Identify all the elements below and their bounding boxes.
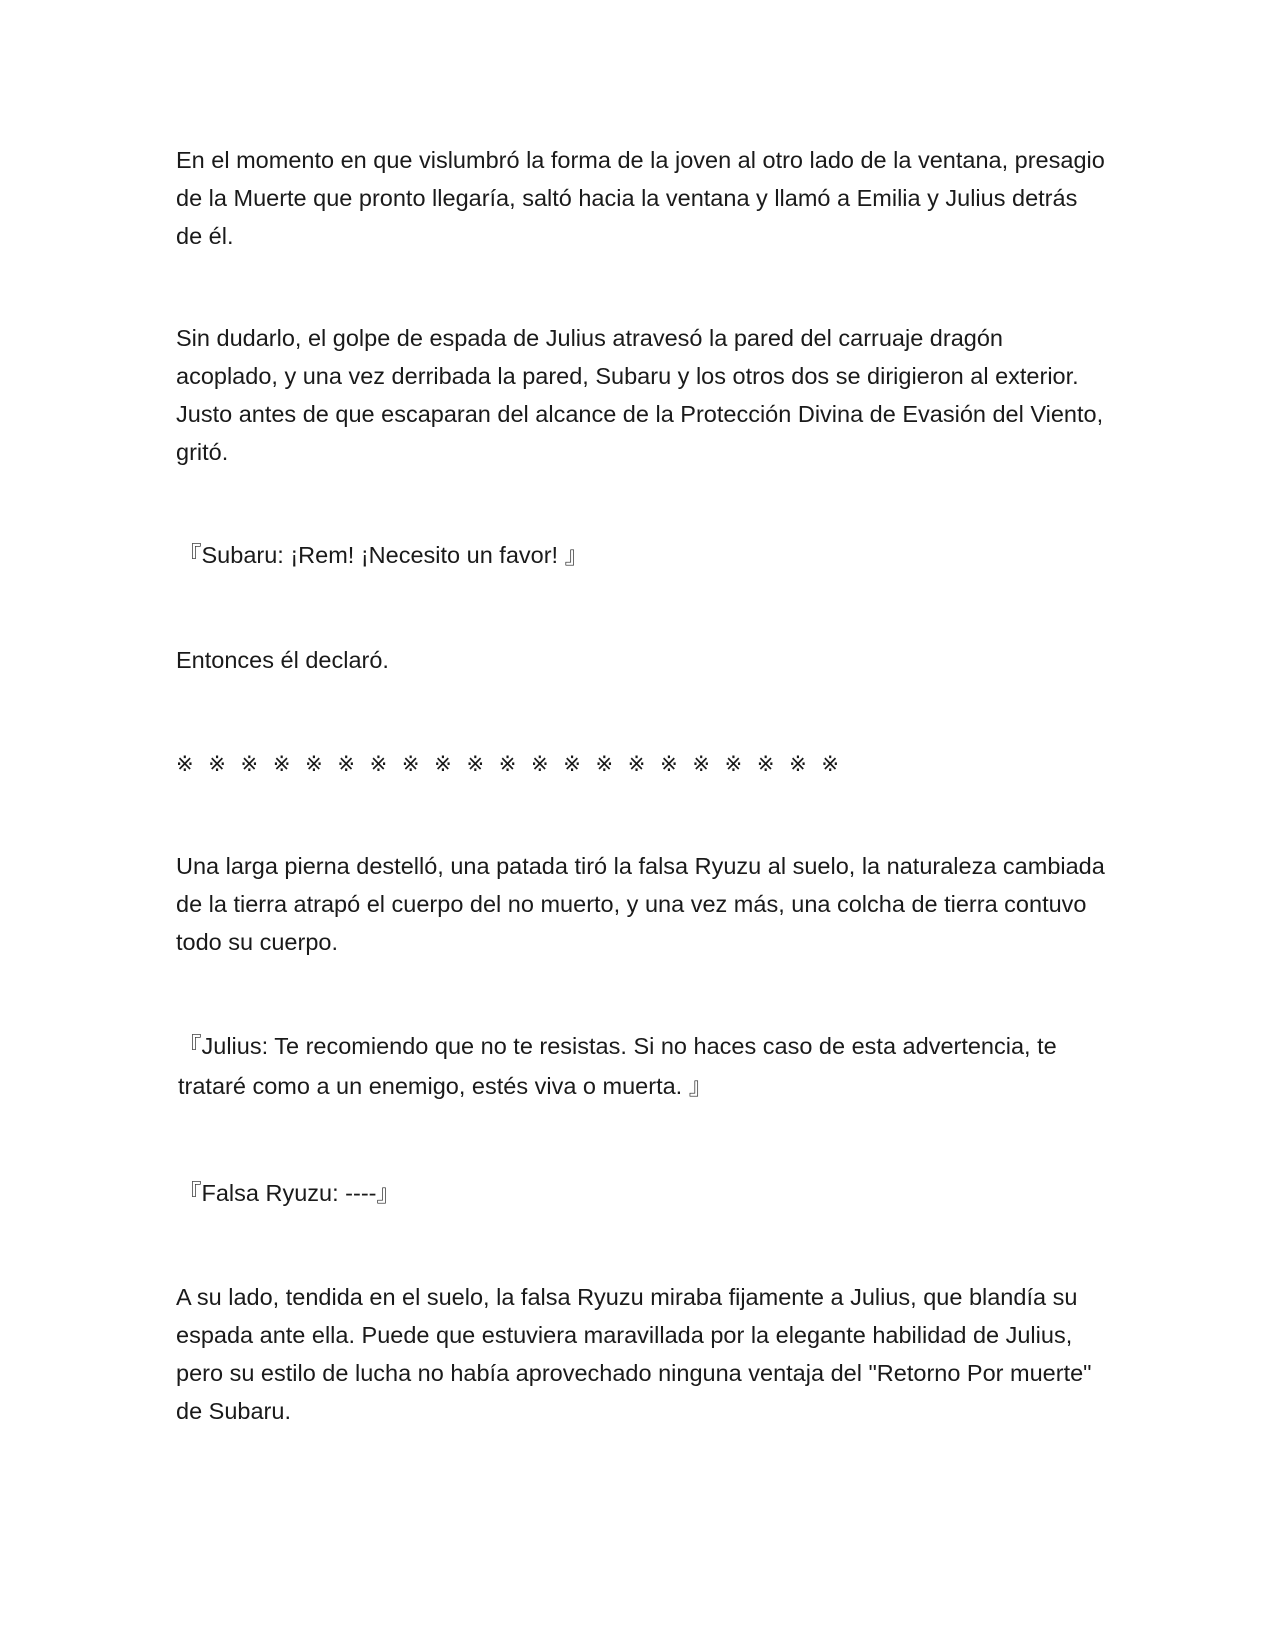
paragraph-declared: Entonces él declaró.: [176, 647, 389, 673]
paragraph-carriage-wall: Sin dudarlo, el golpe de espada de Julius atravesó la pared del carruaje dragón acoplado, y una vez derribada la pared, Subaru y los otros dos se dirigieron al exterior. Justo antes de que escaparan del alcance de la Protección Divina de Evasión del Viento, gritó.: [176, 325, 1104, 465]
scene-separator: ※ ※ ※ ※ ※ ※ ※ ※ ※ ※ ※ ※ ※ ※ ※ ※ ※ ※ ※ ※ ※: [176, 752, 844, 776]
paragraph-ryuzu-stare: A su lado, tendida en el suelo, la falsa Ryuzu miraba fijamente a Julius, que blandía su espada ante ella. Puede que estuviera maravillada por la elegante habilidad de Julius, pero su estilo de lucha no había aprovechado ninguna ventaja del "Retorno Por muerte" de Subaru.: [176, 1284, 1092, 1424]
dialogue-subaru: 『Subaru: ¡Rem! ¡Necesito un favor! 』: [178, 542, 589, 568]
paragraph-kick: Una larga pierna destelló, una patada tiró la falsa Ryuzu al suelo, la naturaleza cambiada de la tierra atrapó el cuerpo del no muerto, y una vez más, una colcha de tierra contuvo todo su cuerpo.: [176, 853, 1105, 955]
dialogue-falsa-ryuzu: 『Falsa Ryuzu: ----』: [178, 1180, 400, 1206]
dialogue-julius: 『Julius: Te recomiendo que no te resistas. Si no haces caso de esta advertencia, te trataré como a un enemigo, estés viva o muerta. 』: [178, 1033, 1057, 1099]
paragraph-window-leap: En el momento en que vislumbró la forma de la joven al otro lado de la ventana, presagio de la Muerte que pronto llegaría, saltó hacia la ventana y llamó a Emilia y Julius detrás de él.: [176, 147, 1105, 249]
